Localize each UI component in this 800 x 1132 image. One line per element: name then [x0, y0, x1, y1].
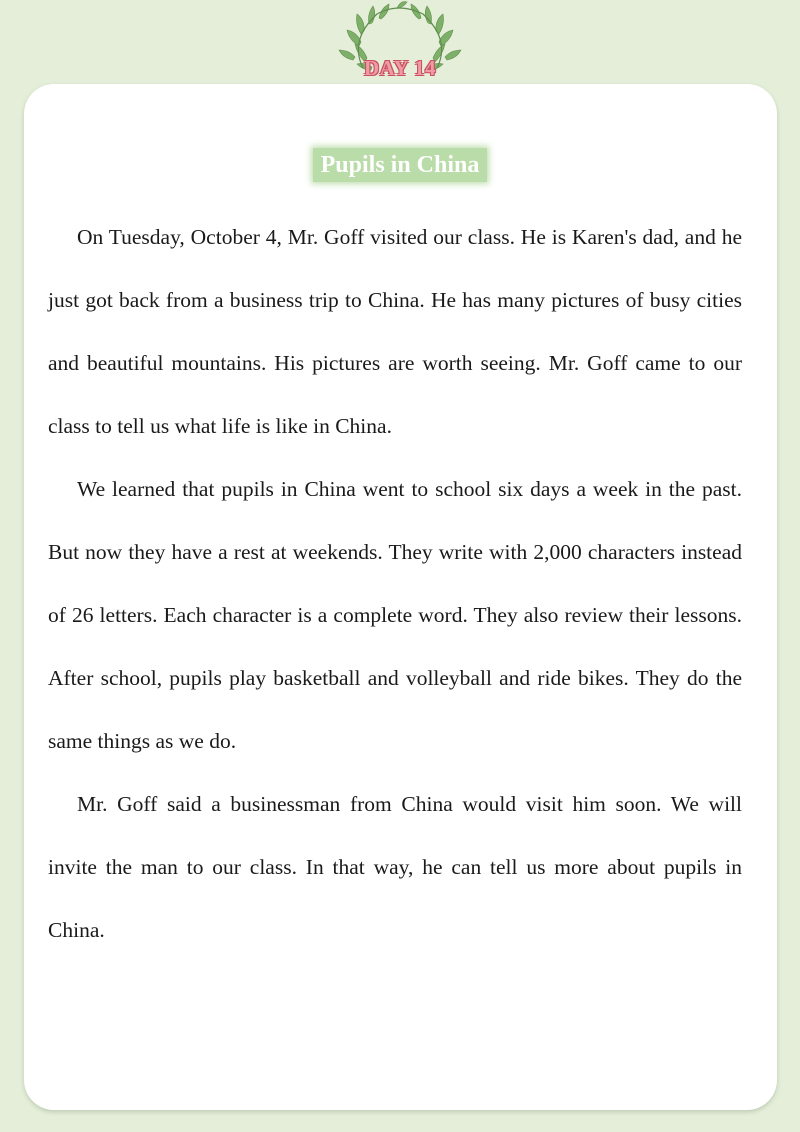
title-container — [0, 148, 800, 182]
article-title: Pupils in China — [313, 148, 488, 182]
article-paragraph: Mr. Goff said a businessman from China would visit him soon. We will invite the man to our class. In that way, he can tell us more about pupils in China. — [48, 792, 742, 942]
article-paragraph: On Tuesday, October 4, Mr. Goff visited our class. He is Karen's dad, and he just got back from a business trip to China. He has many pictures of busy cities and beautiful mountains. His pictures are worth seeing. Mr. Goff came to our class to tell us what life is like in China. — [48, 225, 742, 438]
day-label: DAY 14 — [363, 56, 437, 80]
article-body — [48, 206, 742, 962]
article-paragraph: We learned that pupils in China went to school six days a week in the past. But now they have a rest at weekends. They write with 2,000 characters instead of 26 letters. Each character is a complete word. They also review their lessons. After school, pupils play basketball and volleyball and ride bikes. They do the same things as we do. — [48, 477, 742, 753]
